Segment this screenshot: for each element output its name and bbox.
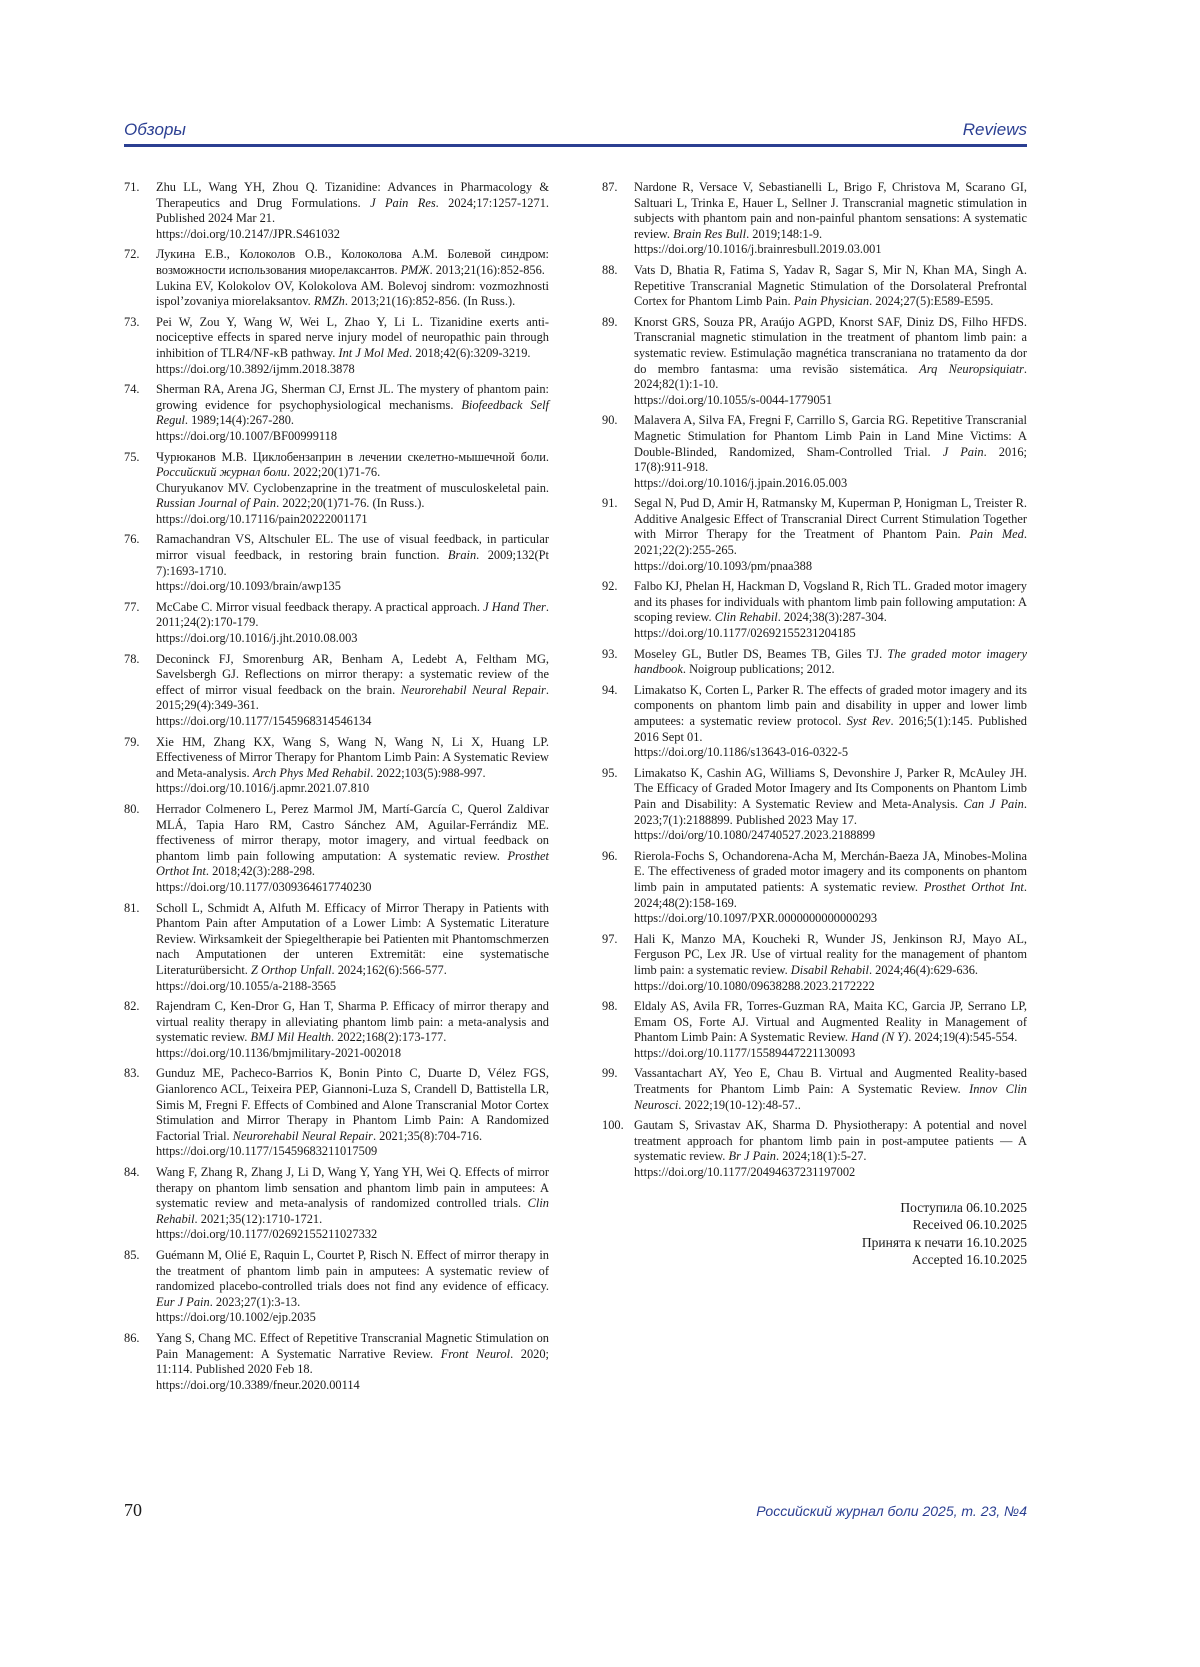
- reference-text: [156, 652, 549, 730]
- citation-text: Gautam S, Srivastav AK, Sharma D. Physiotherapy: A potential and novel treatment approach for phantom limb pain in post-amputee patients — A systematic review.: [634, 1118, 1027, 1164]
- citation-text: . 2023;7(1):2188899. Published 2023 May 17.: [634, 796, 1027, 827]
- reference-item: [602, 932, 1027, 994]
- reference-text: [156, 735, 549, 797]
- citation-text: Чурюканов М.В. Циклобензаприн в лечении скелетно-мышечной боли.: [156, 449, 549, 464]
- journal-name: Russian Journal of Pain: [156, 496, 277, 511]
- page-footer: [124, 1500, 1027, 1521]
- citation-text: Limakatso K, Cashin AG, Williams S, Devonshire J, Parker R, McAuley JH. The Efficacy of Graded Motor Imagery and Its Components on Phantom Limb Pain and Disability: A Systematic Review and Meta-Analysis.: [634, 765, 1027, 811]
- reference-text: [634, 647, 1027, 678]
- citation-text: Guémann M, Olié E, Raquin L, Courtet P, Risch N. Effect of mirror therapy in the treatment of phantom limb pain in amputees: A systematic review of randomized placebo-controlled trials does not find any evidence of efficacy.: [156, 1248, 549, 1294]
- doi-link[interactable]: https://doi.org/10.1016/j.jht.2010.08.003: [156, 631, 358, 646]
- reference-number: 71.: [124, 180, 140, 194]
- page-number: 70: [124, 1500, 142, 1520]
- reference-paragraph: [634, 315, 1027, 393]
- reference-text: [156, 901, 549, 995]
- reference-number: 86.: [124, 1330, 140, 1345]
- reference-item: [602, 496, 1027, 574]
- journal-name: Prosthet Orthot Int: [156, 848, 549, 879]
- doi-link[interactable]: https://doi.org/10.1136/bmjmilitary-2021-002018: [156, 1045, 402, 1060]
- reference-item: [124, 382, 549, 444]
- journal-name: Z Orthop Unfall: [250, 962, 332, 977]
- journal-name: J Pain Res: [370, 195, 436, 210]
- citation-text: Xie HM, Zhang KX, Wang S, Wang N, Wang N, Li X, Huang LP. Effectiveness of Mirror Therapy for Phantom Limb Pain: A Systematic Review and Meta-analysis.: [156, 734, 549, 780]
- citation-text: Vassantachart AY, Yeo E, Chau B. Virtual and Augmented Reality-based Treatments for Phantom Limb Pain: A Systematic Review.: [634, 1066, 1027, 1097]
- citation-text: Lukina EV, Kolokolov OV, Kolokolova AM. Bolevoj sindrom: vozmozhnosti ispol’zovaniya miorelaksantov.: [156, 278, 549, 309]
- date-accepted-en: Accepted 16.10.2025: [911, 1252, 1027, 1268]
- reference-number: 99.: [602, 1066, 618, 1081]
- reference-item: [124, 1066, 549, 1160]
- reference-number: 90.: [602, 413, 618, 428]
- doi-link[interactable]: https://doi.org/10.1177/02692155211027332: [156, 1227, 378, 1242]
- journal-name: BMJ Mil Health: [250, 1030, 332, 1045]
- submission-dates: [602, 1199, 1027, 1269]
- reference-item: [602, 683, 1027, 761]
- journal-name: Hand (N Y): [851, 1030, 909, 1045]
- reference-paragraph: [156, 1331, 549, 1378]
- journal-name: Biofeedback Self Regul: [156, 397, 549, 428]
- citation-text: Gunduz ME, Pacheco-Barrios K, Bonin Pinto C, Duarte D, Vélez FGS, Gianlorenco ACL, Teixeira PEP, Giannoni-Luza S, Crandell D, Battistella LR, Simis M, Fregni F. Effects of Combined and Alone Transcranial Motor Cortex Stimulation and Mirror Therapy in Phantom Limb Pain: A Randomized Factorial Trial.: [156, 1066, 549, 1143]
- reference-paragraph: [634, 180, 1027, 242]
- reference-text: [156, 180, 549, 242]
- reference-item: [602, 263, 1027, 310]
- reference-item: [602, 413, 1027, 491]
- journal-name: Prosthet Orthot Int: [923, 879, 1024, 894]
- journal-name: Clin Rehabil: [714, 610, 778, 625]
- doi-link[interactable]: https://doi.org/10.1177/02692155231204185: [634, 626, 856, 641]
- reference-number: 74.: [124, 382, 140, 397]
- reference-text: [634, 263, 1027, 310]
- doi-link[interactable]: https://doi.org/10.1055/s-0044-1779051: [634, 392, 833, 407]
- journal-name: J Pain: [942, 444, 984, 459]
- reference-item: [602, 999, 1027, 1061]
- reference-text: [156, 247, 549, 309]
- doi-link[interactable]: https://doi.org/10.1093/pm/pnaa388: [634, 558, 813, 573]
- citation-text: Eldaly AS, Avila FR, Torres-Guzman RA, Maita KC, Garcia JP, Serrano LP, Emam OS, Forte AJ. Virtual and Augmented Reality in Management of Phantom Limb Pain: A Systematic Review.: [634, 999, 1027, 1045]
- citation-text: Malavera A, Silva FA, Fregni F, Carrillo S, Garcia RG. Repetitive Transcranial Magnetic Stimulation for Phantom Limb Pain in Land Mine Victims: A Double-Blinded, Randomized, Sham-Controlled Trial.: [634, 413, 1027, 459]
- reference-text: [634, 766, 1027, 844]
- citation-text: . 2021;35(12):1710-1721.: [194, 1211, 323, 1226]
- reference-text: [156, 600, 549, 647]
- journal-name: Pain Med: [969, 527, 1024, 542]
- citation-text: . 2021;22(2):255-265.: [634, 527, 1027, 558]
- reference-paragraph: [634, 647, 1027, 678]
- citation-text: . 2009;132(Pt 7):1693-1710.: [156, 548, 549, 578]
- journal-name: Brain Res Bull: [673, 226, 747, 241]
- citation-text: . 2016; 17(8):911-918.: [634, 444, 1028, 475]
- journal-name: Eur J Pain: [156, 1294, 210, 1309]
- reference-number: 92.: [602, 579, 618, 594]
- reference-number: 93.: [602, 646, 618, 661]
- reference-item: [124, 532, 549, 594]
- journal-name: J Hand Ther: [483, 599, 546, 614]
- citation-text: . 2024;17:1257-1271. Published 2024 Mar 21.: [156, 195, 549, 226]
- reference-number: 77.: [124, 599, 140, 614]
- reference-text: [634, 413, 1027, 491]
- citation-text: . 2024;162(6):566-577.: [331, 962, 447, 977]
- reference-paragraph: [156, 481, 549, 512]
- reference-paragraph: [156, 315, 549, 362]
- citation-text: . 2022;20(1)71-76.: [286, 465, 381, 480]
- reference-number: 78.: [124, 651, 140, 666]
- doi-link[interactable]: https://doi.org/10.1080/09638288.2023.2172222: [634, 978, 875, 993]
- citation-text: . 2018;42(6):3209-3219.: [409, 345, 531, 360]
- journal-name: Pain Physician: [793, 294, 870, 309]
- reference-paragraph: [634, 683, 1027, 745]
- reference-item: [602, 1066, 1027, 1113]
- citation-text: . 2016;5(1):145. Published 2016 Sept 01.: [634, 714, 1027, 744]
- reference-paragraph: [634, 999, 1027, 1046]
- reference-paragraph: [156, 901, 549, 979]
- reference-item: [124, 802, 549, 896]
- reference-paragraph: [156, 450, 549, 481]
- reference-text: [634, 1118, 1027, 1180]
- doi-link[interactable]: https://doi.org/10.1177/15589447221130093: [634, 1045, 856, 1060]
- citation-text: . 2021;35(8):704-716.: [372, 1128, 483, 1143]
- reference-text: [156, 1248, 549, 1326]
- reference-number: 75.: [124, 449, 140, 464]
- journal-name: Innov Clin Neurosci: [634, 1082, 1027, 1112]
- reference-paragraph: [634, 849, 1027, 911]
- reference-item: [124, 180, 549, 242]
- reference-text: [634, 496, 1027, 574]
- reference-paragraph: [156, 652, 549, 714]
- journal-name: Front Neurol: [440, 1346, 511, 1361]
- citation-text: Wang F, Zhang R, Zhang J, Li D, Wang Y, Yang YH, Wei Q. Effects of mirror therapy on phantom limb sensation and phantom limb pain in amputees: A systematic review and meta-analysis of randomized controlled trials.: [156, 1165, 549, 1211]
- citation-text: McCabe C. Mirror visual feedback therapy. A practical approach.: [156, 599, 484, 614]
- citation-text: Лукина Е.В., Колоколов О.В., Колоколова А.М. Болевой синдром: возможности использования миорелаксантов.: [156, 247, 549, 277]
- citation-text: Sherman RA, Arena JG, Sherman CJ, Ernst JL. The mystery of phantom pain: growing evidence for psychophysiological mechanisms.: [156, 382, 549, 412]
- reference-text: [634, 180, 1027, 258]
- citation-text: . 2013;21(16):852-856. (In Russ.).: [344, 294, 516, 309]
- reference-text: [634, 932, 1027, 994]
- citation-text: Zhu LL, Wang YH, Zhou Q. Tizanidine: Advances in Pharmacology & Therapeutics and Drug Formulations.: [156, 180, 549, 210]
- doi-link[interactable]: https://doi.org/10.1016/j.jpain.2016.05.003: [634, 475, 848, 490]
- citation-text: . 2023;27(1):3-13.: [209, 1294, 301, 1309]
- citation-text: Rierola-Fochs S, Ochandorena-Acha M, Merchán-Baeza JA, Minobes-Molina E. The effectiveness of graded motor imagery and its components on phantom limb pain in amputated patients: A systematic review.: [634, 848, 1027, 894]
- citation-text: Nardone R, Versace V, Sebastianelli L, Brigo F, Christova M, Scarano GI, Saltuari L, Trinka E, Hauer L, Sellner J. Transcranial magnetic stimulation in subjects with phantom pain and non-painful phantom sensations: A systematic review.: [634, 180, 1027, 241]
- citation-text: Scholl L, Schmidt A, Alfuth M. Efficacy of Mirror Therapy in Patients with Phantom Pain after Amputation of a Lower Limb: A Systematic Literature Review. Wirksamkeit der Spiegeltherapie bei Patienten mit Phantomschmerzen nach Amputationen der unteren Extremität: eine systematische Literaturübersicht.: [156, 900, 549, 977]
- reference-number: 80.: [124, 801, 140, 816]
- reference-number: 79.: [124, 734, 140, 749]
- citation-text: Knorst GRS, Souza PR, Araújo AGPD, Knorst SAF, Diniz DS, Filho HFDS. Transcranial magnetic stimulation in the treatment of phantom limb pain: a systematic review. Estimulação magnética transcraniana no tratamento da dor do membro fantasma: uma revisão sistemática.: [634, 314, 1027, 376]
- citation-text: . 2024;48(2):158-169.: [634, 879, 1027, 910]
- reference-text: [634, 849, 1027, 927]
- citation-text: . 2022;20(1)71-76. (In Russ.).: [276, 496, 425, 511]
- reference-paragraph: [156, 999, 549, 1046]
- journal-name: Disabil Rehabil: [790, 962, 869, 977]
- reference-text: [634, 579, 1027, 641]
- reference-item: [602, 849, 1027, 927]
- doi-link[interactable]: https://doi.org/10.1097/PXR.0000000000000293: [634, 911, 878, 926]
- doi-link[interactable]: https://doi.org/10.1016/j.apmr.2021.07.810: [156, 781, 370, 796]
- reference-item: [602, 180, 1027, 258]
- citation-text: Churyukanov MV. Cyclobenzaprine in the treatment of musculoskeletal pain.: [156, 480, 549, 495]
- doi-link[interactable]: https://doi/org/10.1080/24740527.2023.2188899: [634, 828, 876, 843]
- journal-name: The graded motor imagery handbook: [634, 646, 1027, 677]
- reference-item: [602, 1118, 1027, 1180]
- doi-link[interactable]: https://doi.org/10.1177/0309364617740230: [156, 879, 372, 894]
- reference-text: [156, 1331, 549, 1393]
- reference-item: [124, 999, 549, 1061]
- reference-paragraph: [634, 496, 1027, 558]
- reference-text: [156, 1165, 549, 1243]
- journal-name: RMZh: [313, 294, 345, 309]
- section-title-en: Reviews: [962, 120, 1027, 139]
- reference-item: [124, 652, 549, 730]
- citation-text: Rajendram C, Ken-Dror G, Han T, Sharma P. Efficacy of mirror therapy and virtual reality therapy in alleviating phantom limb pain: a meta-analysis and systematic review.: [156, 999, 549, 1045]
- journal-name: Arq Neuropsiquiatr: [919, 361, 1024, 376]
- reference-paragraph: [156, 1165, 549, 1227]
- citation-text: Yang S, Chang MC. Effect of Repetitive Transcranial Magnetic Stimulation on Pain Management: A Systematic Narrative Review.: [156, 1330, 549, 1361]
- reference-number: 72.: [124, 247, 140, 262]
- reference-number: 73.: [124, 314, 140, 329]
- date-received-ru: Поступила 06.10.2025: [900, 1199, 1027, 1215]
- citation-text: Limakatso K, Corten L, Parker R. The effects of graded motor imagery and its components on phantom limb pain and disability in upper and lower limb amputees: a systematic review protocol.: [634, 682, 1027, 728]
- doi-link[interactable]: https://doi.org/10.1177/15459683211017509: [156, 1144, 378, 1159]
- reference-text: [156, 315, 549, 377]
- citation-text: . 2024;18(1):5-27.: [776, 1149, 867, 1164]
- journal-name: Brain: [447, 548, 477, 563]
- citation-text: . 2013;21(16):852-856.: [429, 262, 545, 277]
- citation-text: . Noigroup publications; 2012.: [682, 662, 835, 677]
- doi-link[interactable]: https://doi.org/10.1093/brain/awp135: [156, 579, 341, 594]
- reference-number: 95.: [602, 765, 618, 780]
- citation-text: . 2024;27(5):E589-E595.: [869, 294, 994, 309]
- reference-item: [124, 247, 549, 309]
- citation-text: . 2011;24(2):170-179.: [156, 599, 549, 630]
- reference-text: [634, 683, 1027, 761]
- reference-list: [124, 180, 1027, 1410]
- reference-paragraph: [156, 180, 549, 227]
- reference-item: [124, 1248, 549, 1326]
- reference-number: 85.: [124, 1248, 140, 1262]
- reference-paragraph: [156, 532, 549, 579]
- citation-text: . 2024;38(3):287-304.: [777, 610, 887, 625]
- citation-text: Herrador Colmenero L, Perez Marmol JM, Martí-García C, Querol Zaldivar MLÁ, Tapia Haro RM, Castro Sánchez AM, Aguilar-Ferrándiz ME. ffectiveness of mirror therapy, motor imagery, and virtual feedback on phantom limb pain following amputation: A systematic review.: [156, 801, 549, 863]
- reference-item: [124, 1331, 549, 1393]
- doi-link[interactable]: https://doi.org/10.1016/j.brainresbull.2019.03.001: [634, 242, 882, 257]
- journal-name: Syst Rev: [846, 714, 891, 728]
- journal-name: Arch Phys Med Rehabil: [252, 765, 371, 780]
- citation-text: . 2022;19(10-12):48-57..: [678, 1097, 801, 1112]
- reference-number: 84.: [124, 1165, 140, 1180]
- reference-item: [124, 600, 549, 647]
- reference-text: [156, 382, 549, 444]
- reference-item: [124, 901, 549, 995]
- reference-item: [124, 735, 549, 797]
- journal-name: Российский журнал боли: [156, 465, 287, 480]
- reference-number: 83.: [124, 1066, 140, 1081]
- doi-link[interactable]: https://doi.org/10.1177/1545968314546134: [156, 714, 372, 728]
- citation-text: Moseley GL, Butler DS, Beames TB, Giles TJ.: [634, 646, 888, 661]
- citation-text: . 2024;46(4):629-636.: [868, 962, 979, 977]
- citation-text: . 2022;103(5):988-997.: [370, 765, 486, 780]
- reference-paragraph: [156, 279, 549, 310]
- doi-link[interactable]: https://doi.org/10.1007/BF00999118: [156, 428, 338, 443]
- doi-link[interactable]: https://doi.org/10.3892/ijmm.2018.3878: [156, 361, 355, 376]
- reference-text: [634, 1066, 1027, 1113]
- reference-text: [156, 532, 549, 594]
- reference-number: 82.: [124, 999, 140, 1014]
- reference-item: [602, 315, 1027, 409]
- reference-item: [124, 450, 549, 528]
- reference-paragraph: [156, 247, 549, 278]
- journal-citation: Российский журнал боли 2025, т. 23, №4: [756, 1503, 1027, 1519]
- reference-paragraph: [156, 1248, 549, 1310]
- reference-item: [602, 579, 1027, 641]
- reference-item: [602, 766, 1027, 844]
- reference-number: 76.: [124, 532, 140, 547]
- doi-link[interactable]: https://doi.org/10.1186/s13643-016-0322-5: [634, 745, 849, 760]
- citation-text: Ramachandran VS, Altschuler EL. The use of visual feedback, in particular mirror visual feedback, in restoring brain function.: [156, 532, 549, 563]
- citation-text: Pei W, Zou Y, Wang W, Wei L, Zhao Y, Li L. Tizanidine exerts anti-nociceptive effects in spared nerve injury model of neuropathic pain through inhibition of TLR4/NF-κB pathway.: [156, 314, 549, 360]
- reference-item: [602, 647, 1027, 678]
- journal-name: Can J Pain: [963, 796, 1024, 811]
- reference-paragraph: [634, 413, 1027, 475]
- doi-link[interactable]: https://doi.org/10.3389/fneur.2020.00114: [156, 1377, 360, 1392]
- reference-number: 89.: [602, 314, 618, 329]
- reference-paragraph: [634, 263, 1027, 310]
- reference-paragraph: [156, 382, 549, 429]
- journal-name: Neurorehabil Neural Repair: [400, 682, 546, 697]
- date-accepted-ru: Принята к печати 16.10.2025: [861, 1234, 1027, 1250]
- citation-text: . 2019;148:1-9.: [746, 226, 823, 241]
- doi-link[interactable]: https://doi.org/10.1177/20494637231197002: [634, 1165, 856, 1180]
- citation-text: Deconinck FJ, Smorenburg AR, Benham A, Ledebt A, Feltham MG, Savelsbergh GJ. Reflections on mirror therapy: a systematic review of the effect of mirror visual feedback on the brain.: [156, 651, 549, 697]
- citation-text: . 2015;29(4):349-361.: [156, 682, 549, 713]
- reference-paragraph: [634, 1066, 1027, 1113]
- reference-paragraph: [156, 1066, 549, 1144]
- reference-text: [156, 1066, 549, 1160]
- reference-item: [124, 315, 549, 377]
- journal-name: Int J Mol Med: [338, 345, 410, 360]
- reference-text: [156, 802, 549, 896]
- reference-text: [634, 315, 1027, 409]
- reference-number: 87.: [602, 180, 618, 194]
- running-header: [124, 112, 1027, 147]
- reference-number: 91.: [602, 496, 618, 511]
- journal-name: Neurorehabil Neural Repair: [232, 1128, 373, 1143]
- reference-paragraph: [156, 600, 549, 631]
- doi-link[interactable]: https://doi.org/10.17116/pain20222001171: [156, 511, 368, 526]
- reference-item: [124, 1165, 549, 1243]
- journal-name: РМЖ: [400, 262, 430, 277]
- citation-text: . 1989;14(4):267-280.: [184, 413, 295, 428]
- reference-text: [634, 999, 1027, 1061]
- citation-text: . 2024;19(4):545-554.: [908, 1030, 1018, 1045]
- journal-name: Clin Rehabil: [156, 1196, 549, 1226]
- reference-number: 81.: [124, 900, 140, 915]
- citation-text: . 2018;42(3):288-298.: [205, 864, 316, 879]
- reference-text: [156, 999, 549, 1061]
- reference-number: 98.: [602, 999, 618, 1014]
- reference-number: 94.: [602, 682, 618, 697]
- reference-number: 100.: [602, 1118, 624, 1133]
- citation-text: Hali K, Manzo MA, Koucheki R, Wunder JS, Jenkinson RJ, Mayo AL, Ferguson PC, Lex JR. Use of virtual reality for the management of phantom limb pain: a systematic review.: [634, 931, 1027, 977]
- journal-name: Br J Pain: [728, 1149, 777, 1164]
- doi-link[interactable]: https://doi.org/10.1055/a-2188-3565: [156, 978, 337, 993]
- citation-text: Vats D, Bhatia R, Fatima S, Yadav R, Sagar S, Mir N, Khan MA, Singh A. Repetitive Transcranial Magnetic Stimulation of the Dorsolateral Prefrontal Cortex for Phantom Limb Pain.: [634, 262, 1027, 309]
- citation-text: . 2022;168(2):173-177.: [331, 1030, 447, 1045]
- reference-number: 88.: [602, 262, 618, 277]
- doi-link[interactable]: https://doi.org/10.1002/ejp.2035: [156, 1310, 316, 1325]
- doi-link[interactable]: https://doi.org/10.2147/JPR.S461032: [156, 226, 340, 241]
- reference-number: 97.: [602, 931, 618, 946]
- citation-text: . 2020; 11:114. Published 2020 Feb 18.: [156, 1346, 549, 1377]
- citation-text: . 2024;82(1):1-10.: [634, 361, 1027, 392]
- reference-text: [156, 450, 549, 528]
- reference-paragraph: [634, 932, 1027, 979]
- reference-paragraph: [156, 735, 549, 782]
- reference-number: 96.: [602, 848, 618, 863]
- citation-text: Falbo KJ, Phelan H, Hackman D, Vogsland R, Rich TL. Graded motor imagery and its phases for individuals with phantom limb pain following amputation: A scoping review.: [634, 579, 1027, 625]
- date-received-en: Received 06.10.2025: [912, 1217, 1027, 1233]
- section-title-ru: Обзоры: [124, 120, 186, 139]
- reference-paragraph: [634, 579, 1027, 626]
- reference-paragraph: [634, 766, 1027, 828]
- reference-paragraph: [634, 1118, 1027, 1165]
- reference-paragraph: [156, 802, 549, 880]
- citation-text: Segal N, Pud D, Amir H, Ratmansky M, Kuperman P, Honigman L, Treister R. Additive Analgesic Effect of Transcranial Direct Current Stimulation Together with Mirror Therapy for the Treatment of Phantom Pain.: [634, 496, 1027, 542]
